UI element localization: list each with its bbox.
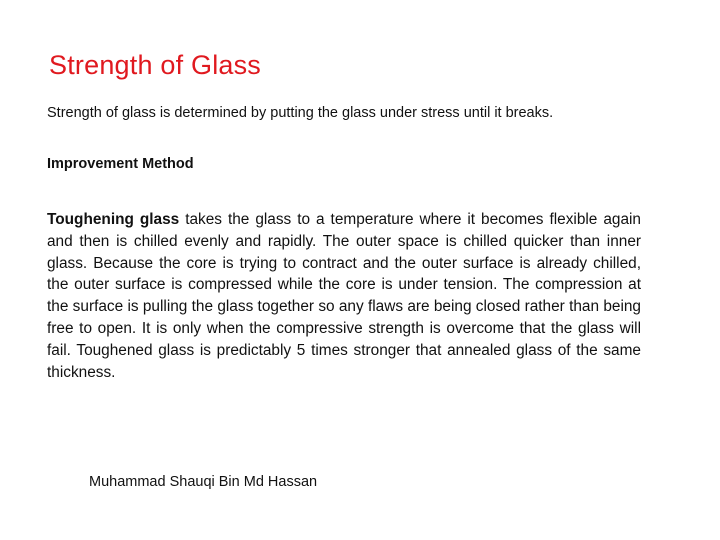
slide-title: Strength of Glass	[49, 50, 262, 80]
author-name: Muhammad Shauqi Bin Md Hassan	[89, 474, 318, 490]
intro-text: Strength of glass is determined by putting the glass under stress until it breaks.	[47, 105, 554, 121]
section-heading: Improvement Method	[47, 156, 194, 172]
paragraph-lead: Toughening glass	[47, 211, 180, 228]
paragraph-text: takes the glass to a temperature where it becomes flexible again and then is chilled evenly and rapidly. The outer space is chilled quicker than inner glass. Because the core is trying to contract and the outer surface is already chilled, the outer surface is compressed while the core is under tension. The compression at the surface is pulling the glass together so any flaws are being closed rather than being free to open. It is only when the compressive strength is overcome that the glass will fail. Toughened glass is predictably 5 times stronger that annealed glass of the same thickness.	[47, 211, 641, 381]
body-paragraph	[47, 209, 641, 383]
